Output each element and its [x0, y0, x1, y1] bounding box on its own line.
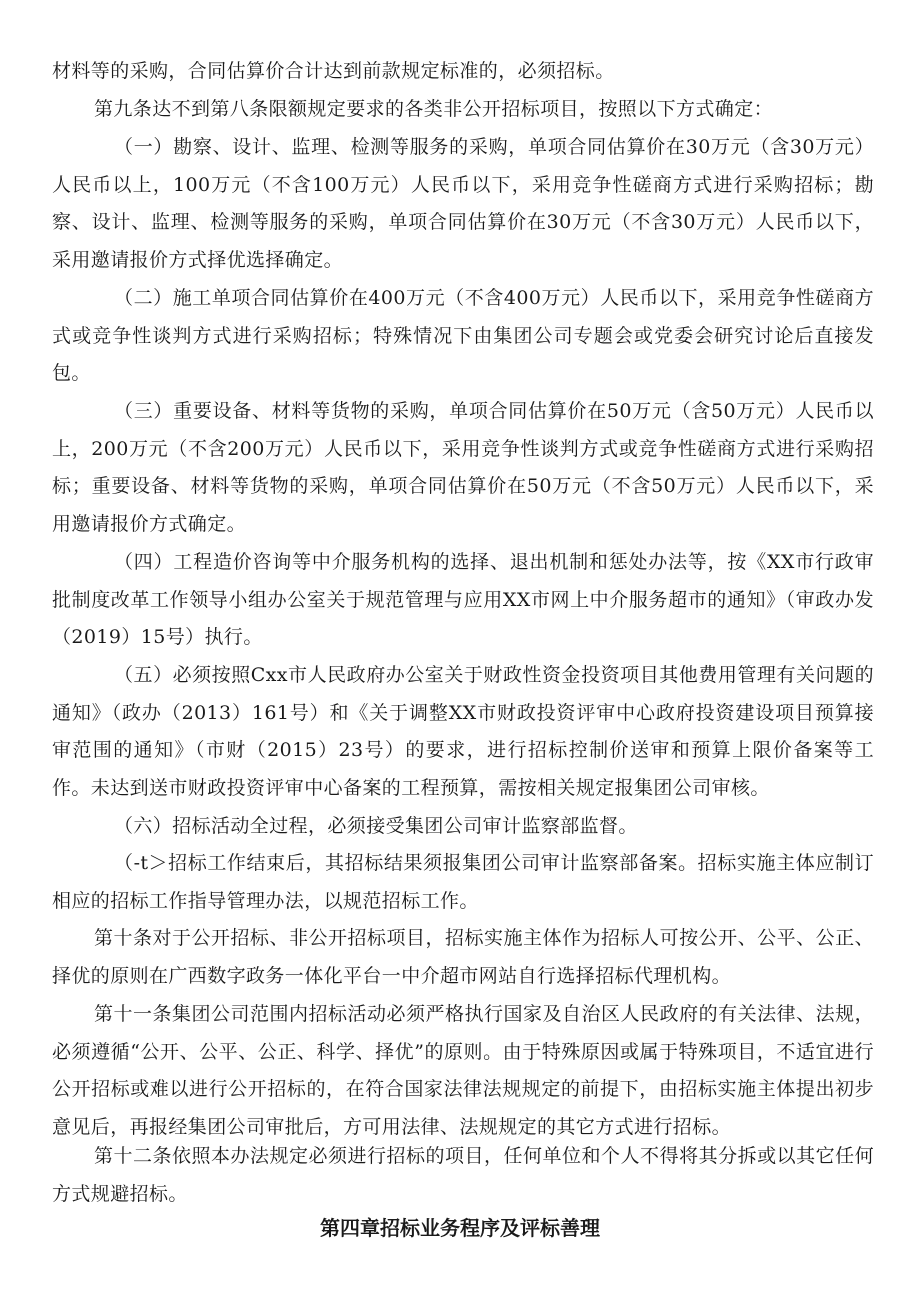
- paragraph-item-7: （-t＞招标工作结束后，其招标结果须报集团公司审计监察部备案。招标实施主体应制订相应的招标工作指导管理办法，以规范招标工作。: [52, 852, 874, 912]
- paragraph-item-6: （六）招标活动全过程，必须接受集团公司审计监察部监督。: [114, 815, 638, 837]
- chapter-heading: 第四章招标业务程序及评标善理: [320, 1216, 600, 1240]
- paragraph-item-4: （四）工程造价咨询等中介服务机构的选择、退出机制和惩处办法等，按《XX市行政审批制度改革工作领导小组办公室关于规范管理与应用XX市网上中介服务超市的通知》（审政办发（2019）15号）执行。: [52, 551, 874, 648]
- paragraph-item-1: （一）勘察、设计、监理、检测等服务的采购，单项合同估算价在30万元（含30万元）人民币以上，100万元（不含100万元）人民币以下，采用竞争性磋商方式进行采购招标；勘察、设计、监理、检测等服务的采购，单项合同估算价在30万元（不含30万元）人民币以下，采用邀请报价方式择优选择确定。: [52, 136, 874, 271]
- paragraph-item-5: （五）必须按照Cxx市人民政府办公室关于财政性资金投资项目其他费用管理有关问题的通知》（政办（2013）161号）和《关于调整XX市财政投资评审中心政府投资建设项目预算接审范围的通知》（市财（2015）23号）的要求，进行招标控制价送审和预算上限价备案等工作。未达到送市财政投资评审中心备案的工程预算，需按相关规定报集团公司审核。: [52, 664, 874, 799]
- paragraph-article-12: 第十二条依照本办法规定必须进行招标的项目，任何单位和个人不得将其分拆或以其它任何方式规避招标。: [52, 1145, 874, 1205]
- paragraph-article-10: 第十条对于公开招标、非公开招标项目，招标实施主体作为招标人可按公开、公平、公正、择优的原则在广西数字政务一体化平台一中介超市网站自行选择招标代理机构。: [52, 927, 874, 987]
- paragraph-item-3: （三）重要设备、材料等货物的采购，单项合同估算价在50万元（含50万元）人民币以上，200万元（不含200万元）人民币以下，采用竞争性谈判方式或竞争性磋商方式进行采购招标；重要设备、材料等货物的采购，单项合同估算价在50万元（不含50万元）人民币以下，采用邀请报价方式确定。: [52, 400, 874, 535]
- paragraph-article-9: 第九条达不到第八条限额规定要求的各类非公开招标项目，按照以下方式确定：: [94, 98, 774, 120]
- paragraph-continuation: 材料等的采购，合同估算价合计达到前款规定标准的，必须招标。: [52, 60, 615, 82]
- paragraph-article-11: 第十一条集团公司范围内招标活动必须严格执行国家及自治区人民政府的有关法律、法规，必须遵循“公开、公平、公正、科学、择优”的原则。由于特殊原因或属于特殊项目，不适宜进行公开招标或难以进行公开招标的，在符合国家法律法规规定的前提下，由招标实施主体提出初步意见后，再报经集团公司审批后，方可用法律、法规规定的其它方式进行招标。: [52, 1003, 874, 1138]
- paragraph-item-2: （二）施工单项合同估算价在400万元（不含400万元）人民币以下，采用竞争性磋商方式或竞争性谈判方式进行采购招标；特殊情况下由集团公司专题会或党委会研究讨论后直接发包。: [52, 287, 874, 384]
